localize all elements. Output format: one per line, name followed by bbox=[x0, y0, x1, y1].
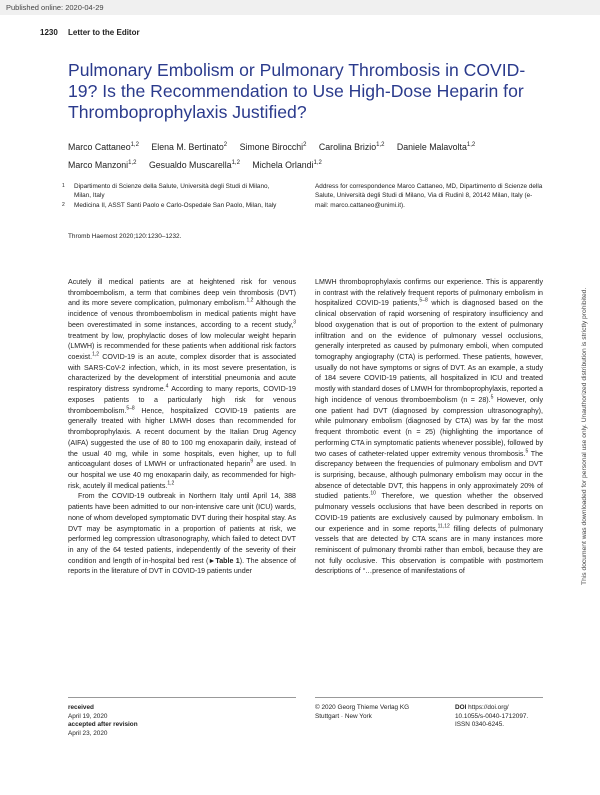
text-run: treatment by low, prophylactic doses of low molecular weight heparin (LMWH) is recommended for these patients when additional risk factors coexist. bbox=[68, 331, 296, 362]
reference-marker[interactable]: 3 bbox=[293, 319, 296, 326]
vertical-notice-text: This document was downloaded for personal use only. Unauthorized distribution is strictly prohibited. bbox=[581, 287, 588, 585]
text-run: However, only one patient had DVT (diagnosed by compression ultrasonography), while pulmonary embolism (diagnosed by CTA) was by far the most frequent thrombotic event (n = 25) (highlighting the importance of performing CTA in symptomatic patients whenever possible), followed by two cases of catheter-related upper extremity venous thrombosis. bbox=[315, 395, 543, 458]
doi-info bbox=[455, 704, 528, 730]
affiliation-2 bbox=[62, 201, 288, 210]
affiliations bbox=[62, 182, 288, 210]
received-date: April 19, 2020 bbox=[68, 712, 108, 720]
reference-marker[interactable]: 1,2 bbox=[92, 351, 100, 358]
author-name: Marco Manzoni bbox=[68, 160, 129, 171]
reference-marker[interactable]: 1,2 bbox=[246, 298, 254, 305]
author-name: Gesualdo Muscarella bbox=[148, 160, 232, 171]
author-4 bbox=[319, 142, 385, 152]
affiliation-text: Dipartimento di Scienze della Salute, Università degli Studi di Milano, Milan, Italy bbox=[74, 183, 270, 200]
paragraph-3 bbox=[315, 277, 543, 577]
reference-marker[interactable]: 5 bbox=[525, 448, 529, 455]
author-2 bbox=[151, 142, 227, 152]
text-run: COVID-19 is an acute, complex disorder that is associated with SARS-CoV-2 infection, which, in its most severe presentation, is characterized by the development of interstitial pneumonia and acute respiratory distress syndrome. bbox=[68, 353, 296, 394]
author-affiliation-marker: 2 bbox=[303, 142, 307, 148]
author-affiliation-marker: 1,2 bbox=[231, 160, 240, 167]
author-3 bbox=[240, 142, 307, 152]
reference-marker[interactable]: 5–8 bbox=[126, 405, 135, 412]
text-run: Although the incidence of venous thromboembolism in medical patients might have been overestimated in some instances, according to a recent study, bbox=[68, 299, 296, 329]
affiliation-text: Medicina II, ASST Santi Paolo e Carlo-Ospedale San Paolo, Milan, Italy bbox=[74, 201, 277, 209]
author-affiliation-marker: 1,2 bbox=[130, 142, 139, 148]
author-1 bbox=[68, 142, 139, 152]
body-column-right bbox=[315, 277, 543, 577]
author-affiliation-marker: 1,2 bbox=[376, 142, 385, 148]
text-run: LMWH thromboprophylaxis confirms our experience. This is apparently in contrast with the relatively frequent reports of pulmonary embolism in hospitalized COVID-19 patients, bbox=[315, 278, 543, 308]
copyright: © 2020 Georg Thieme Verlag KG bbox=[315, 704, 410, 711]
author-affiliation-marker: 1,2 bbox=[466, 142, 476, 148]
footer-rule-right bbox=[315, 697, 543, 698]
author-affiliation-marker: 1,2 bbox=[128, 160, 137, 167]
reference-marker[interactable]: 9 bbox=[250, 458, 254, 465]
doi-label: DOI bbox=[455, 704, 467, 711]
affiliation-number: 1 bbox=[62, 183, 65, 189]
author-name: Marco Cattaneo bbox=[68, 141, 131, 152]
author-name: Daniele Malavolta bbox=[396, 141, 467, 152]
author-5 bbox=[397, 142, 475, 152]
text-run: The discrepancy between the frequencies of pulmonary embolism and DVT is surprising, because, although pulmonary embolism may occur in the absence of detectable DVT, this happens in only approximately 20% of studied patients. bbox=[315, 449, 543, 501]
paragraph-2 bbox=[68, 491, 296, 577]
affiliation-number: 2 bbox=[62, 201, 65, 208]
paragraph-2-start: From the COVID-19 outbreak in Northern Italy until April 14, 388 patients have been admitted to our non-intensive care unit (ICU) wards, none of whom developed symptomatic DVT during their hospital stay. As DVT may be asymptomatic in a proportion of patients at risk, we performed leg compression ultrasonography, which failed to detect DVT in any of the 64 tested patients, independently of the severity of their condition and length of in-hospital bed rest ( bbox=[68, 492, 296, 565]
publisher-info bbox=[315, 704, 409, 721]
author-list bbox=[68, 137, 548, 174]
doi-link[interactable]: https://doi.org/ bbox=[468, 704, 509, 711]
page-number: 1230 bbox=[40, 28, 58, 37]
reference-marker[interactable]: 5–8 bbox=[419, 298, 428, 305]
reference-marker[interactable]: 1,2 bbox=[167, 480, 175, 487]
running-head bbox=[40, 28, 140, 37]
affiliation-1 bbox=[62, 182, 288, 201]
issn: ISSN 0340-6245. bbox=[455, 721, 505, 729]
author-6 bbox=[68, 160, 136, 170]
text-run: which is diagnosed based on the clinical observation of rapid worsening of respiratory insufficiency and blood oxygenation that is out of proportion to the extent of pulmonary infiltration and on the evidence of pulmonary vessel occlusions, generally interpreted as caused by pulmonary emboli, when computed tomography angiography (CTA) is performed. These patients, however, usually do not have symptoms or signs of DVT. As an example, a study of 184 severe COVID-19 patients, all hospitalized in ICU and treated mostly with standard doses of LMWH for thromboprophylaxis, reported a high incidence of venous thromboembolism (n = 28). bbox=[315, 299, 543, 404]
doi-value[interactable]: 10.1055/s-0040-1712097. bbox=[455, 712, 529, 720]
correspondence-label: Address for correspondence bbox=[315, 183, 396, 190]
published-banner: Published online: 2020-04-29 bbox=[0, 0, 600, 15]
section-label: Letter to the Editor bbox=[68, 28, 140, 37]
reference-marker[interactable]: 4 bbox=[165, 383, 169, 390]
correspondence-text: Marco Cattaneo, MD, Dipartimento di Scienze della Salute, Università degli Studi di Milano, Via di Rudinì 8, 20142 Milan, Italy (e-mail: marco.cattaneo@unimi.it). bbox=[315, 183, 543, 209]
author-8 bbox=[252, 160, 321, 170]
author-affiliation-marker: 1,2 bbox=[313, 160, 322, 167]
paragraph-2-end: ). The absence of reports in the literature of DVT in COVID-19 patients under bbox=[68, 556, 296, 576]
body-column-left bbox=[68, 277, 296, 577]
author-affiliation-marker: 2 bbox=[223, 142, 228, 148]
article-title: Pulmonary Embolism or Pulmonary Thrombosis in COVID-19? Is the Recommendation to Use High-Dose Heparin for Thromboprophylaxis Justified? bbox=[68, 60, 526, 122]
text-run: filling defects of pulmonary vessels that are detected by CTA scans are in many instances more reminiscent of pulmonary thrombi rather than emboli, because they are not fully occlusive. This observation is compatible with postmortem descriptions of “…presence of manifestations of bbox=[315, 524, 543, 576]
text-run: According to many reports, COVID-19 exposes patients to a particularly high risk for venous thromboembolism. bbox=[68, 385, 296, 415]
correspondence bbox=[315, 182, 543, 210]
received-label: received bbox=[68, 704, 94, 711]
paragraph-1 bbox=[68, 277, 296, 491]
history-dates bbox=[68, 704, 138, 738]
footer-rule-left bbox=[68, 697, 296, 698]
table-reference-link[interactable]: ►Table 1 bbox=[208, 556, 240, 565]
reference-marker[interactable]: 10 bbox=[370, 491, 376, 498]
reference-marker[interactable]: 5 bbox=[490, 394, 494, 401]
text-run: Acutely ill medical patients are at heightened risk for venous thromboembolism, a term that combines deep vein thrombosis (DVT) and its more severe complication, pulmonary embolism. bbox=[68, 278, 296, 308]
text-run: are used. In our hospital we use 40 mg enoxaparin daily, as recommended for high-risk, acutely ill medical patients. bbox=[68, 460, 296, 490]
author-name: Carolina Brizio bbox=[318, 141, 377, 152]
text-run: Therefore, we question whether the observed pulmonary vessels occlusions that have been described in reports on COVID-19 patients are exclusively caused by pulmonary embolism. In our experience and in some reports, bbox=[315, 492, 543, 533]
author-name: Elena M. Bertinato bbox=[151, 141, 224, 152]
author-name: Simone Birocchi bbox=[239, 141, 304, 152]
accepted-date: April 23, 2020 bbox=[68, 729, 108, 737]
author-7 bbox=[149, 160, 240, 170]
citation: Thromb Haemost 2020;120:1230–1232. bbox=[68, 233, 182, 240]
text-run: Hence, hospitalized COVID-19 patients are generally treated with higher LMWH doses than recommended for thromboprophylaxis. A recent document by the Italian Drug Agency (AIFA) suggested the use of 80 to 100 mg enoxaparin daily, instead of the usual 40 mg, while in some hospitals, even higher, up to full anticoagulant doses of LMWH or unfractionated heparin bbox=[68, 406, 296, 469]
publisher-place: Stuttgart · New York bbox=[315, 712, 372, 720]
reference-marker[interactable]: 11,12 bbox=[437, 523, 450, 530]
accepted-label: accepted after revision bbox=[68, 721, 138, 729]
author-name: Michela Orlandi bbox=[252, 160, 314, 171]
